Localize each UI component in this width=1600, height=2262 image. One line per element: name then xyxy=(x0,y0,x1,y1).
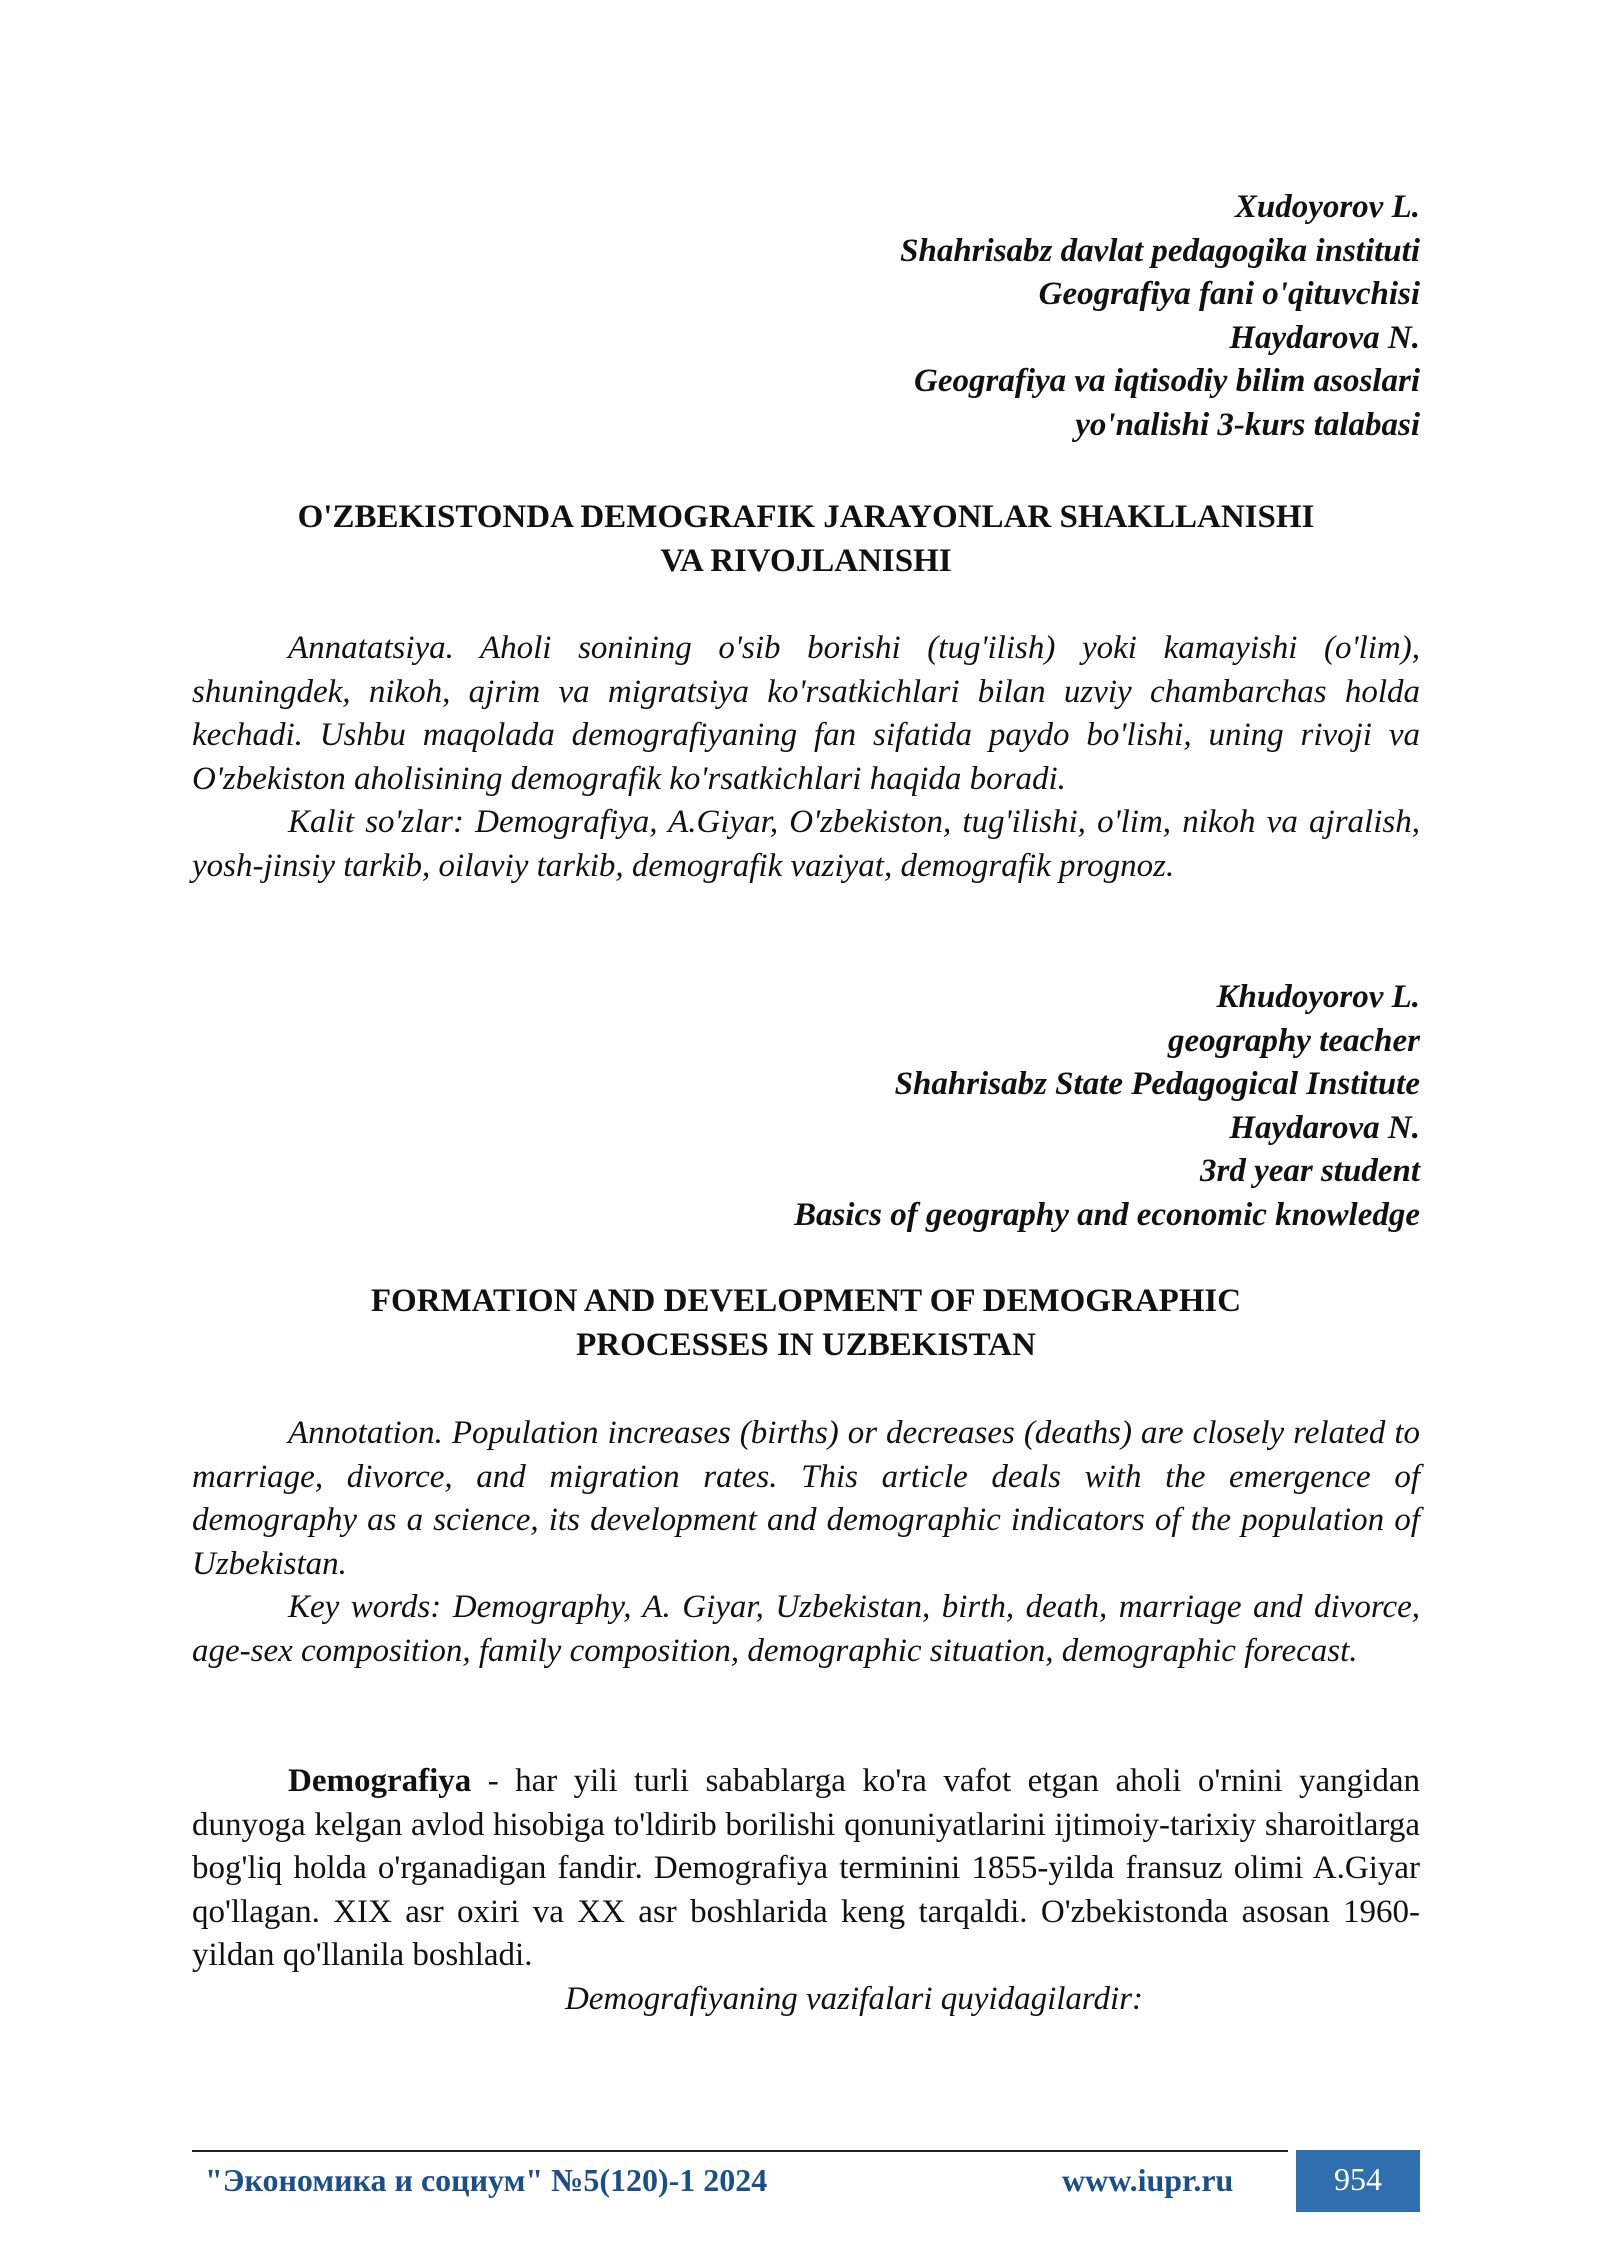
en-author-line: geography teacher xyxy=(1167,1022,1420,1059)
footer-divider xyxy=(192,2150,1288,2152)
en-title-line: PROCESSES IN UZBEKISTAN xyxy=(576,1326,1036,1363)
body-section xyxy=(192,1760,1420,2022)
uz-author-line: Geografiya fani o'qituvchisi xyxy=(1038,276,1420,313)
en-keywords: Key words: Demography, A. Giyar, Uzbekistan, birth, death, marriage and divorce, age-sex composition, family composition, demographic situation, demographic forecast. xyxy=(192,1589,1420,1669)
page-number-badge: 954 xyxy=(1296,2150,1420,2212)
en-author-line: Shahrisabz State Pedagogical Institute xyxy=(894,1066,1420,1103)
en-abstract xyxy=(192,1412,1420,1674)
footer-journal: "Экономика и социум" №5(120)-1 2024 xyxy=(205,2162,768,2198)
uz-author-line: Haydarova N. xyxy=(1229,319,1420,356)
body-definition: - har yili turli sabablarga ko'ra vafot etgan aholi o'rnini yangidan dunyoga kelgan avlod hisobiga to'ldirib borilishi qonuniyatlarini ijtimoiy-tarixiy sharoitlarga bog'liq holda o'rganadigan fandir. Demografiya terminini 1855-yilda fransuz olimi A.Giyar qo'llagan. XIX asr oxiri va XX asr boshlarida keng tarqaldi. O'zbekistonda asosan 1960-yildan qo'llanila boshladi. xyxy=(192,1763,1420,1974)
body-paragraph xyxy=(192,1760,1420,1978)
uz-author-line: Shahrisabz davlat pedagogika instituti xyxy=(900,232,1420,269)
uz-keywords: Kalit so'zlar: Demografiya, A.Giyar, O'zbekiston, tug'ilishi, o'lim, nikoh va ajralish, yosh-jinsiy tarkib, oilaviy tarkib, demografik vaziyat, demografik prognoz. xyxy=(192,804,1420,884)
en-author-line: 3rd year student xyxy=(1199,1153,1420,1190)
en-annotation: Annotation. Population increases (births) or decreases (deaths) are closely related to marriage, divorce, and migration rates. This article deals with the emergence of demography as a science, its development and demographic indicators of the population of Uzbekistan. xyxy=(192,1415,1420,1582)
body-term: Demografiya xyxy=(288,1763,472,1799)
uz-author-line: Xudoyorov L. xyxy=(1234,189,1420,225)
uz-article-title xyxy=(192,496,1420,583)
en-author-line: Basics of geography and economic knowledge xyxy=(793,1196,1420,1233)
tasks-heading: Demografiyaning vazifalari quyidagilardir: xyxy=(564,1980,1144,2017)
uz-author-block xyxy=(192,186,1420,448)
uz-author-line: yo'nalishi 3-kurs talabasi xyxy=(1075,406,1420,443)
en-author-line: Haydarova N. xyxy=(1229,1109,1420,1146)
uz-annotation: Annatatsiya. Aholi sonining o'sib borishi (tug'ilish) yoki kamayishi (o'lim), shuningdek, nikoh, ajrim va migratsiya ko'rsatkichlari bilan uzviy chambarchas holda kechadi. Ushbu maqolada demografiyaning fan sifatida paydo bo'lishi, uning rivoji va O'zbekiston aholisining demografik ko'rsatkichlari haqida boradi. xyxy=(192,630,1420,797)
en-title-line: FORMATION AND DEVELOPMENT OF DEMOGRAPHIC xyxy=(370,1283,1242,1319)
en-author-line: Khudoyorov L. xyxy=(1216,979,1420,1015)
footer-url[interactable]: www.iupr.ru xyxy=(1062,2162,1234,2198)
uz-author-line: Geografiya va iqtisodiy bilim asoslari xyxy=(914,363,1420,400)
en-author-block xyxy=(192,976,1420,1238)
uz-title-line: VA RIVOJLANISHI xyxy=(660,542,952,579)
uz-title-line: O'ZBEKISTONDA DEMOGRAFIK JARAYONLAR SHAKLLANISHI xyxy=(297,499,1315,535)
en-article-title xyxy=(192,1280,1420,1367)
uz-abstract xyxy=(192,627,1420,889)
